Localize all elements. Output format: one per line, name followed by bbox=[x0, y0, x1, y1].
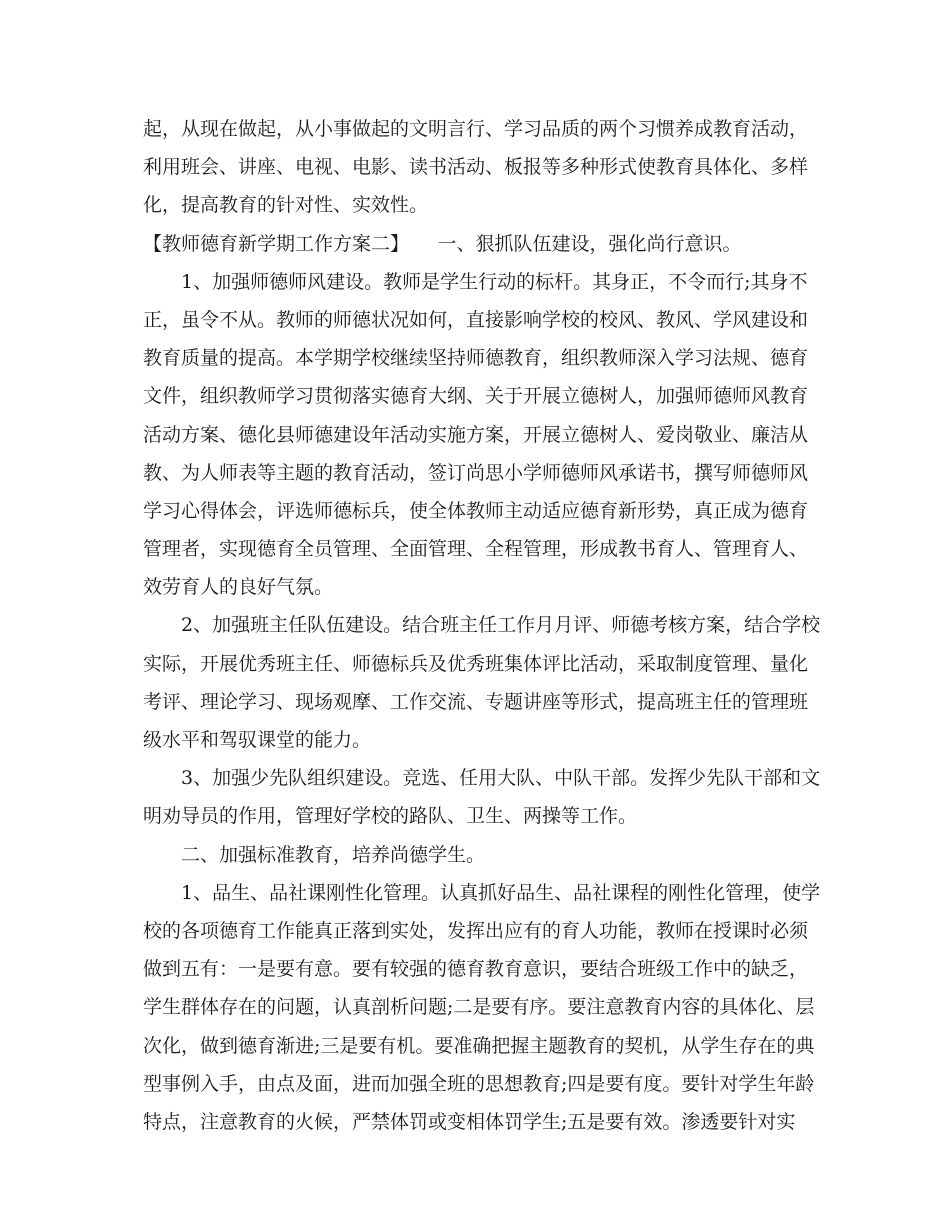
text-line: 考评、理论学习、现场观摩、工作交流、专题讲座等形式，提高班主任的管理班 bbox=[143, 690, 809, 713]
text-line: 校的各项德育工作能真正落到实处，发挥出应有的育人功能，教师在授课时必须 bbox=[143, 919, 809, 942]
text-line: 学生群体存在的问题，认真剖析问题;二是要有序。要注意教育内容的具体化、层 bbox=[143, 996, 815, 1019]
text-line: 学习心得体会，评选师德标兵，使全体教师主动适应德育新形势，真正成为德育 bbox=[143, 499, 809, 522]
text-line: 3、加强少先队组织建设。竞选、任用大队、中队干部。发挥少先队干部和文 bbox=[143, 767, 821, 790]
text-line: 1、品生、品社课刚性化管理。认真抓好品生、品社课程的刚性化管理，使学 bbox=[143, 881, 821, 904]
text-line: 1、加强师德师风建设。教师是学生行动的标杆。其身正，不令而行;其身不 bbox=[143, 270, 808, 293]
text-line: 起，从现在做起，从小事做起的文明言行、学习品质的两个习惯养成教育活动， bbox=[143, 118, 809, 140]
text-line: 化，提高教育的针对性、实效性。 bbox=[143, 194, 429, 217]
text-line: 次化，做到德育渐进;三是要有机。要准确把握主题教育的契机，从学生存在的典 bbox=[143, 1034, 815, 1057]
text-line: 特点，注意教育的火候，严禁体罚或变相体罚学生;五是要有效。渗透要针对实 bbox=[143, 1110, 796, 1133]
text-line: 管理者，实现德育全员管理、全面管理、全程管理，形成教书育人、管理育人、 bbox=[143, 538, 809, 561]
text-line: 正，虽令不从。教师的师德状况如何，直接影响学校的校风、教风、学风建设和 bbox=[143, 308, 809, 331]
text-line: 效劳育人的良好气氛。 bbox=[143, 576, 334, 599]
text-line: 文件，组织教师学习贯彻落实德育大纲、关于开展立德树人，加强师德师风教育 bbox=[143, 385, 809, 408]
text-line: 利用班会、讲座、电视、电影、读书活动、板报等多种形式使教育具体化、多样 bbox=[143, 156, 809, 179]
text-line: 级水平和驾驭课堂的能力。 bbox=[143, 729, 372, 751]
text-line: 型事例入手，由点及面，进而加强全班的思想教育;四是要有度。要针对学生年龄 bbox=[143, 1072, 815, 1095]
text-line: 2、加强班主任队伍建设。结合班主任工作月月评、师德考核方案，结合学校 bbox=[143, 614, 821, 637]
text-line: 实际，开展优秀班主任、师德标兵及优秀班集体评比活动，采取制度管理、量化 bbox=[143, 652, 809, 675]
text-line: 活动方案、德化县师德建设年活动实施方案，开展立德树人、爱岗敬业、廉洁从 bbox=[143, 423, 809, 446]
text-line: 做到五有：一是要有意。要有较强的德育教育意识，要结合班级工作中的缺乏， bbox=[143, 958, 809, 981]
text-line: 明劝导员的作用，管理好学校的路队、卫生、两操等工作。 bbox=[143, 805, 638, 828]
text-line: 教育质量的提高。本学期学校继续坚持师德教育，组织教师深入学习法规、德育 bbox=[143, 347, 809, 370]
document-body bbox=[143, 110, 821, 1141]
section-heading-line: 二、加强标准教育，培养尚德学生。 bbox=[143, 843, 486, 866]
section-heading-line: 【教师德育新学期工作方案二】 一、狠抓队伍建设，强化尚行意识。 bbox=[143, 232, 742, 255]
text-line: 教、为人师表等主题的教育活动，签订尚思小学师德师风承诺书，撰写师德师风 bbox=[143, 461, 809, 484]
